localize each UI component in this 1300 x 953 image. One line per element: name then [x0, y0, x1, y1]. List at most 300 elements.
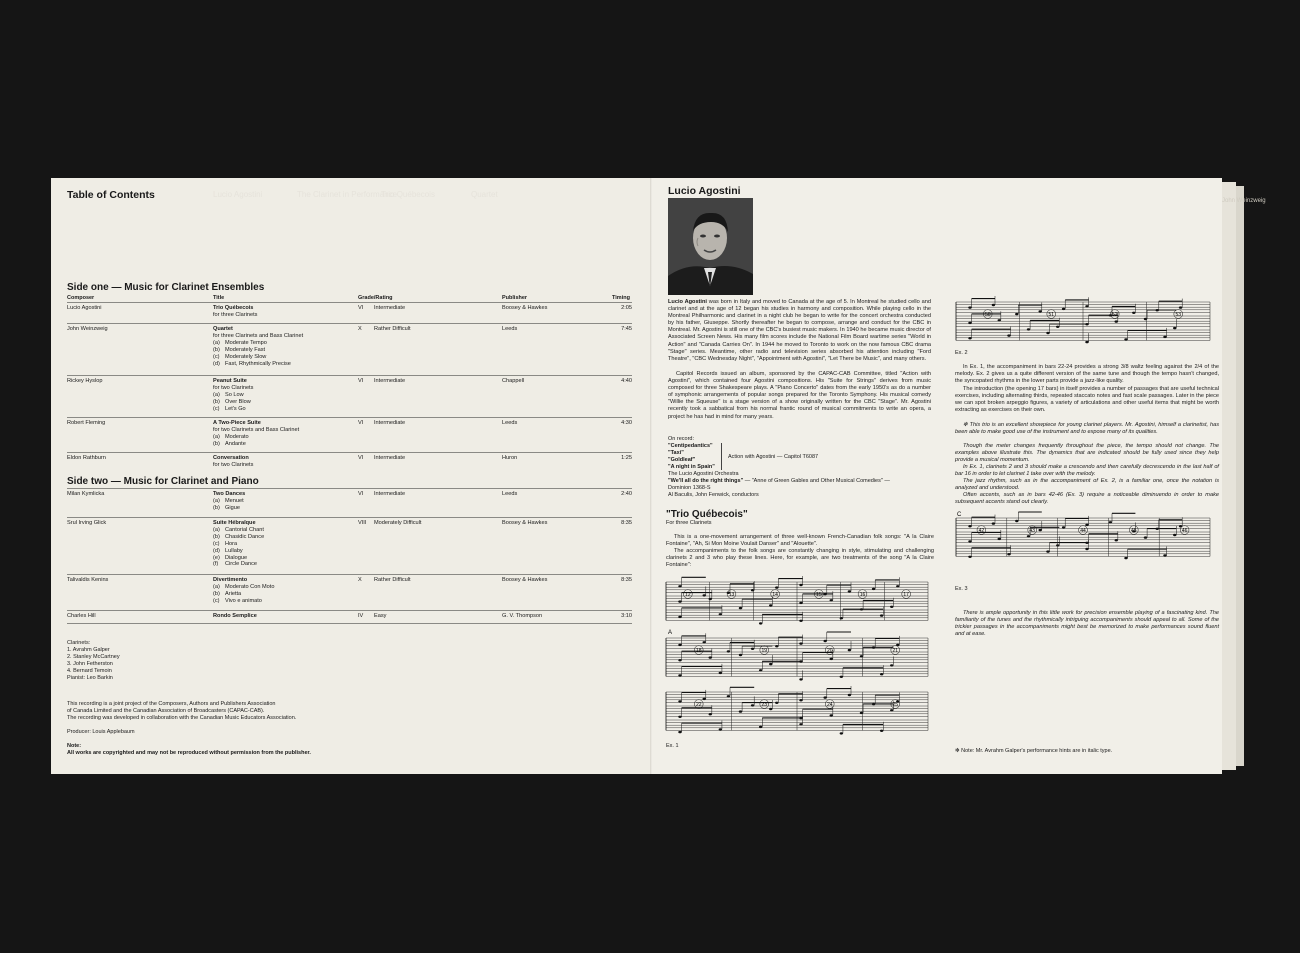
note-head — [1027, 328, 1030, 330]
bar-number: 22 — [695, 701, 702, 708]
publisher-cell: Huron — [502, 455, 518, 461]
record-title: "Centipedantics" — [668, 443, 713, 449]
page-title: Table of Contents — [67, 189, 155, 201]
bar-number: 44 — [1080, 527, 1086, 534]
piece-paragraph: This is a one-movement arrangement of three well-known French-Canadian folk songs: "A la Claire Fontaine", "Ah, Si Mon Moine Voulait Danser" and "Alouette". — [666, 534, 934, 548]
bar-number: 16 — [859, 591, 866, 598]
note-head — [1179, 306, 1182, 308]
note-head — [1062, 308, 1065, 310]
side-one-heading: Side one — Music for Clarinet Ensembles — [67, 282, 265, 293]
instrumentation: for two Clarinets — [213, 461, 254, 468]
record-title: "Goldleaf" — [668, 456, 696, 463]
note-head — [739, 710, 742, 712]
table-rule — [67, 623, 632, 624]
note-head — [799, 699, 802, 701]
composer-portrait — [668, 198, 753, 295]
clarinets-credits — [67, 640, 120, 681]
movement-item — [213, 406, 363, 413]
grade-cell: VI — [358, 455, 364, 461]
col-publisher: Publisher — [502, 295, 528, 301]
note-head — [1056, 326, 1059, 328]
composer-cell: Lucio Agostini — [67, 305, 102, 311]
bar-number: 25 — [892, 701, 899, 708]
movement-name: So Low — [225, 391, 244, 398]
instrumentation: for three Clarinets — [213, 311, 258, 318]
next-page-ghost-title: John Weinzweig — [1222, 198, 1266, 204]
movement-item — [213, 534, 363, 541]
record-bracket — [721, 443, 722, 470]
movement-item — [213, 354, 363, 361]
note-head — [968, 337, 971, 339]
note-head — [709, 713, 712, 715]
bar-number: 20 — [826, 647, 833, 654]
music-example-2 — [952, 296, 1214, 350]
col-composer: Composer — [67, 295, 95, 301]
toc-row — [67, 488, 632, 511]
note-head — [998, 538, 1001, 540]
note-head — [992, 522, 995, 524]
timing-cell: 7:45 — [621, 326, 632, 332]
grade-cell: VI — [358, 420, 364, 426]
col-title: Title — [213, 295, 225, 301]
publisher-cell: Chappell — [502, 378, 525, 384]
movement-letter: (b) — [213, 346, 220, 353]
note-head — [703, 698, 706, 700]
example-label: Ex. 3 — [955, 586, 968, 592]
publisher-cell: Leeds — [502, 420, 518, 426]
bio-text: was born in Italy and moved to Canada at the age of 5. In Montreal he studied cello and clarinet and at the age of 12 began his studies in harmony and composition. While playing cello in the Montreal Philharmonic and clarinet in a night club he began to write for the concert orchestra conducted by his father, Giuseppe. Shortly thereafter he began to compose, arrange and conduct for the CBC in Montreal. Mr. Agostini is still one of the CBC's busiest music makers. In 1940 he became music director of Associated Screen News. His many film scores include the National Film Board wartime series "World in Action" and "Canada Carries On". In 1944 he moved to Toronto to work on the now famous CBC drama "Stage" series. Meantime, other radio and television series absorbed his attention including "Ford Theatre", "CBC Wednesday Night", "Appointment with Agostini", "Let There be Music", and many others. — [668, 299, 931, 362]
performance-hint: Though the meter changes frequently throughout the piece, the tempo should not change. The examples above illustrate this. The dynamics that are indicated should be fully used since they help provide a musical momentum. — [955, 443, 1219, 464]
composer-cell: Milan Kymlicka — [67, 491, 105, 497]
note-head — [1046, 550, 1049, 552]
movement-letter: (d) — [213, 360, 220, 367]
movement-item — [213, 548, 363, 555]
movement-item — [213, 598, 363, 605]
note-head — [1163, 554, 1166, 556]
record-title: "A night in Spain" — [668, 463, 715, 470]
clarinets-label: Clarinets: — [67, 640, 91, 646]
movement-letter: (b) — [213, 398, 220, 405]
movement-letter: (b) — [213, 504, 220, 511]
bar-number: 12 — [685, 591, 691, 598]
bar-number: 50 — [984, 311, 991, 318]
composer-heading: Lucio Agostini — [668, 185, 741, 197]
bio-paragraph — [668, 299, 931, 363]
ghost-title: Quartet — [471, 190, 498, 199]
rating-cell: Intermediate — [374, 420, 406, 426]
movement-letter: (c) — [213, 540, 220, 547]
producer: Producer: Louis Applebaum — [67, 729, 135, 735]
movement-item — [213, 561, 363, 568]
bar-number: 24 — [826, 701, 833, 708]
movement-item — [213, 434, 363, 441]
note-head — [759, 669, 762, 671]
piece-paragraph: The accompaniments to the folk songs are constantly changing in style, stimulating and challenging clarinets 2 and 3 who play these lines. Here, for example, are two treatments of the song "A la Claire Fontaine": — [666, 548, 934, 569]
title-cell — [213, 305, 363, 319]
clarinet-player: 3. John Fetherston — [67, 660, 113, 667]
piece-heading: "Trio Québecois" — [666, 509, 748, 520]
movement-name: Lullaby — [225, 547, 243, 554]
music-example-1 — [662, 576, 934, 746]
note-head — [840, 732, 843, 734]
note-head — [840, 676, 843, 678]
note-head — [1109, 521, 1112, 523]
grade-cell: VI — [358, 491, 364, 497]
note-text: All works are copyrighted and may not be reproduced without permission from the publisher. — [67, 749, 311, 756]
note-head — [1015, 520, 1018, 522]
note-head — [678, 716, 681, 718]
movement-item — [213, 441, 363, 448]
note-head — [830, 658, 833, 660]
movement-letter: (a) — [213, 526, 220, 533]
bar-number: 42 — [978, 527, 985, 534]
piece-title: Suite Hébraïque — [213, 520, 256, 526]
grade-cell: VIII — [358, 520, 367, 526]
movement-item — [213, 361, 363, 368]
project-line: The recording was developed in collaboration with the Canadian Music Educators Association. — [67, 714, 297, 721]
piece-title: Two Dances — [213, 491, 246, 497]
example-label: Ex. 1 — [666, 743, 679, 749]
bio-name: Lucio Agostini — [668, 299, 707, 305]
clarinet-player: 2. Stanley McCartney — [67, 653, 120, 660]
performance-hint: The jazz rhythm, such as in the accompaniment of Ex. 2, is a familiar one, once the notation is analyzed and understood. — [955, 478, 1219, 492]
title-cell — [213, 420, 363, 448]
bar-number: 43 — [1029, 527, 1035, 534]
bar-number: 45 — [1131, 527, 1137, 534]
note-head — [848, 649, 851, 651]
timing-cell: 8:35 — [621, 520, 632, 526]
performance-hint: Often accents, such as in bars 42-46 (Ex. 3) require a noticeable diminuendo in order to make subsequent accents stand out clearly. — [955, 492, 1219, 506]
note-head — [1173, 534, 1176, 536]
bar-number: 52 — [1111, 311, 1118, 318]
note-head — [799, 584, 802, 586]
note-head — [968, 556, 971, 558]
piece-title: Peanut Suite — [213, 378, 247, 384]
rating-cell: Intermediate — [374, 491, 406, 497]
note-head — [1015, 313, 1018, 315]
record-title: "We'll all do the right things" — [668, 478, 744, 484]
bio-paragraph-2: Capitol Records issued an album, sponsored by the CAPAC-CAB Committee, titled "Action with Agostini", which contained four Agostini compositions. His "Suite for Strings" derives from music composed for three Shakespeare plays. A "Piano Concerto" dates from the early 1950's as do a number of symphonic arrangements of popular songs prepared for the Toronto Symphony. His musical comedy "Willie the Squeuse" is a stage version of a show originally written for the CBC "Stage". Mr. Agostini recently took a sabbatical from his normal frantic round of musical commitments to write an opera, a project he has had in mind for many years. — [668, 371, 931, 420]
movement-name: Moderato — [225, 433, 249, 440]
timing-cell: 1:25 — [621, 455, 632, 461]
note-head — [678, 700, 681, 702]
note-head — [1132, 312, 1135, 314]
note-head — [824, 640, 827, 642]
note-head — [1046, 332, 1049, 334]
composer-cell: Talivaldis Kenins — [67, 577, 109, 583]
note-head — [1173, 327, 1176, 329]
note-head — [1124, 338, 1127, 340]
piece-title: Conversation — [213, 455, 249, 461]
movement-letter: (f) — [213, 561, 219, 568]
note-head — [751, 589, 754, 591]
movement-name: Gigue — [225, 504, 240, 511]
note-head — [678, 616, 681, 618]
note-head — [759, 726, 762, 728]
composer-cell: Eldon Rathburn — [67, 455, 106, 461]
ghost-title: Trio Québecois — [381, 190, 435, 199]
instrumentation: for two Clarinets — [213, 384, 254, 391]
note-head — [703, 641, 706, 643]
toc-row — [67, 517, 632, 568]
publisher-cell: Leeds — [502, 326, 518, 332]
toc-row — [67, 375, 632, 412]
note-head — [769, 708, 772, 710]
timing-cell: 8:35 — [621, 577, 632, 583]
note-head — [759, 622, 762, 624]
movement-item — [213, 340, 363, 347]
note-head — [775, 702, 778, 704]
movement-name: Hora — [225, 540, 238, 547]
note-head — [1144, 536, 1147, 538]
grade-cell: X — [358, 577, 362, 583]
analysis-paragraph: The introduction (the opening 17 bars) in itself provides a number of passages that are useful technical exercises, including alternating thirds, repeated staccato notes and fast scale passages. Later in the piece we can spot broken arpeggio figures, a variety of articulations and other useful items that might be worth extracting as exercises on their own. — [955, 386, 1219, 414]
clarinet-player: 4. Bernard Temoin — [67, 667, 112, 674]
note-head — [751, 704, 754, 706]
publisher-cell: Boosey & Hawkes — [502, 305, 548, 311]
rating-cell: Intermediate — [374, 378, 406, 384]
note-head — [678, 731, 681, 733]
bar-number: 46 — [1181, 527, 1188, 534]
movement-name: Let's Go — [225, 405, 246, 412]
rating-cell: Rather Difficult — [374, 326, 411, 332]
instrumentation: for three Clarinets and Bass Clarinet — [213, 332, 304, 339]
note-head — [1039, 310, 1042, 312]
movement-name: Chasidic Dance — [225, 533, 265, 540]
timing-cell: 4:30 — [621, 420, 632, 426]
movement-name: Vivo e animato — [225, 597, 262, 604]
bar-number: 15 — [816, 591, 822, 598]
note-head — [1027, 535, 1030, 537]
movement-letter: (e) — [213, 554, 220, 561]
col-grade: Grade/Rating — [358, 295, 393, 301]
performance-hint: ✻ This trio is an excellent showpiece for young clarinet players. Mr. Agostini, himself a clarinetist, has been able to make good use of the instrument and to expose many of its qualities. — [955, 422, 1219, 436]
note-head — [890, 664, 893, 666]
movement-name: Moderato Con Moto — [225, 583, 275, 590]
orchestra: The Lucio Agostini Orchestra — [668, 471, 739, 477]
page-edge — [1236, 186, 1244, 766]
record-titles — [668, 443, 728, 471]
note-head — [1085, 305, 1088, 307]
movement-item — [213, 541, 363, 548]
movement-item — [213, 498, 363, 505]
note-head — [678, 644, 681, 646]
note-head — [709, 598, 712, 600]
note-head — [799, 642, 802, 644]
note-head — [709, 656, 712, 658]
composer-notes-page — [652, 178, 1222, 774]
record-album: Action with Agostini — Capitol T6087 — [728, 454, 819, 460]
closing-paragraph: There is ample opportunity in this little work for precision ensemble playing of a fascinating kind. The familiarity of the tunes and the rhythmically intriguing accompaniments should appeal to all. Some of the trickier passages in the accompaniments might best be memorized to make performances sound fluent and at ease. — [955, 610, 1219, 638]
grade-cell: VI — [358, 378, 364, 384]
bar-number: 14 — [772, 591, 778, 598]
note-label: Note: — [67, 743, 82, 749]
note-head — [1062, 526, 1065, 528]
movement-letter: (a) — [213, 433, 220, 440]
note-head — [1115, 539, 1118, 541]
piece-title: Trio Québecois — [213, 305, 254, 311]
record-title: "Taxi" — [668, 449, 684, 456]
bar-number: 21 — [892, 647, 899, 654]
note-head — [799, 620, 802, 622]
movement-letter: (a) — [213, 583, 220, 590]
movement-name: Cantorial Chant — [225, 526, 264, 533]
note-head — [678, 674, 681, 676]
movement-item — [213, 399, 363, 406]
project-note — [67, 701, 296, 722]
timing-cell: 2:05 — [621, 305, 632, 311]
title-cell — [213, 378, 363, 413]
grade-cell: VI — [358, 305, 364, 311]
note-head — [968, 525, 971, 527]
note-head — [824, 696, 827, 698]
portrait-image — [668, 198, 753, 295]
rating-cell: Intermediate — [374, 305, 406, 311]
publisher-cell: Leeds — [502, 491, 518, 497]
rehearsal-mark: A — [668, 630, 673, 636]
bar-number: 17 — [903, 591, 909, 598]
piece-title: A Two-Piece Suite — [213, 420, 261, 426]
note-head — [1163, 336, 1166, 338]
note-head — [848, 590, 851, 592]
movement-name: Circle Dance — [225, 561, 258, 568]
movement-letter: (a) — [213, 497, 220, 504]
copyright-note — [67, 743, 311, 757]
note-head — [678, 659, 681, 661]
note-head — [998, 319, 1001, 321]
note-head — [890, 709, 893, 711]
ghost-title: Lucio Agostini — [213, 190, 263, 199]
note-head — [719, 672, 722, 674]
project-line: This recording is a joint project of the Composers, Authors and Publishers Association — [67, 701, 276, 707]
movement-item — [213, 584, 363, 591]
movement-letter: (b) — [213, 533, 220, 540]
pianist: Pianist: Leo Barkin — [67, 674, 113, 681]
composer-cell: Robert Fleming — [67, 420, 106, 426]
note-head — [830, 714, 833, 716]
toc-row — [67, 323, 632, 367]
title-cell — [213, 455, 363, 469]
note-head — [769, 663, 772, 665]
note-head — [848, 694, 851, 696]
record-album: — "Anne of Green Gables and Other Musical Comedies" — — [743, 478, 890, 484]
note-head — [1124, 557, 1127, 559]
movement-item — [213, 347, 363, 354]
note-head — [880, 673, 883, 675]
movement-item — [213, 505, 363, 512]
toc-row — [67, 574, 632, 604]
movement-name: Moderately Slow — [225, 353, 267, 360]
timing-cell: 2:40 — [621, 491, 632, 497]
note-head — [880, 614, 883, 616]
note-head — [678, 600, 681, 602]
movement-item — [213, 392, 363, 399]
note-head — [872, 588, 875, 590]
note-head — [727, 650, 730, 652]
note-head — [840, 617, 843, 619]
publisher-cell: Boosey & Hawkes — [502, 520, 548, 526]
bar-number: 19 — [761, 647, 768, 654]
note-head — [719, 728, 722, 730]
note-head — [799, 602, 802, 604]
title-cell — [213, 520, 363, 568]
movement-item — [213, 555, 363, 562]
note-head — [775, 586, 778, 588]
note-head — [678, 585, 681, 587]
movement-letter: (a) — [213, 391, 220, 398]
movement-name: Menuet — [225, 497, 244, 504]
analysis-paragraph: In Ex. 1, the accompaniment in bars 22-24 provides a strong 3/8 waltz feeling against the 2/4 of the melody. Ex. 2 gives us a quite different version of the same tune and though the tempo hasn't changed, the syncopated rhythms in the lower parts provide a jazz-like quality. — [955, 364, 1219, 385]
toc-row — [67, 452, 632, 468]
grade-cell: X — [358, 326, 362, 332]
title-cell — [213, 491, 363, 512]
note-head — [727, 695, 730, 697]
movement-name: Over Blow — [225, 398, 251, 405]
toc-row — [67, 302, 632, 318]
timing-cell: 4:40 — [621, 378, 632, 384]
note-head — [1115, 320, 1118, 322]
example-label: Ex. 2 — [955, 350, 968, 356]
ghost-title: The Clarinet in Performance — [297, 190, 398, 199]
note-head — [1085, 548, 1088, 550]
note-head — [1007, 334, 1010, 336]
bar-number: 23 — [761, 701, 768, 708]
movement-name: Andante — [225, 440, 246, 447]
note-head — [799, 723, 802, 725]
piece-title: Rondo Semplice — [213, 613, 257, 619]
bar-number: 13 — [728, 591, 735, 598]
note-head — [739, 654, 742, 656]
composer-cell: Charles Hill — [67, 613, 96, 619]
note-head — [703, 594, 706, 596]
movement-name: Arietta — [225, 590, 242, 597]
note-head — [1039, 529, 1042, 531]
title-cell — [213, 613, 363, 620]
composer-cell: John Weinzweig — [67, 326, 108, 332]
publisher-cell: G. V. Thompson — [502, 613, 543, 619]
movement-name: Moderately Fast — [225, 346, 266, 353]
movement-item — [213, 591, 363, 598]
note-head — [751, 648, 754, 650]
movement-letter: (d) — [213, 547, 220, 554]
movement-item — [213, 527, 363, 534]
composer-cell: Srul Irving Glick — [67, 520, 107, 526]
col-timing: Timing — [612, 295, 630, 301]
side-two-heading: Side two — Music for Clarinet and Piano — [67, 476, 259, 487]
note-head — [1085, 341, 1088, 343]
movement-name: Dialogue — [225, 554, 248, 561]
toc-row — [67, 417, 632, 447]
note-head — [799, 678, 802, 680]
publisher-cell: Boosey & Hawkes — [502, 577, 548, 583]
note-head — [1085, 524, 1088, 526]
movement-letter: (c) — [213, 597, 220, 604]
timing-cell: 3:10 — [621, 613, 632, 619]
rating-cell: Easy — [374, 613, 387, 619]
note-head — [830, 599, 833, 601]
movement-letter: (b) — [213, 590, 220, 597]
conductors: Al Baculis, John Fenwick, conductors — [668, 492, 759, 498]
toc-row — [67, 610, 632, 619]
project-line: of Canada Limited and the Canadian Association of Broadcasters (CAPAC-CAB). — [67, 707, 265, 714]
piece-title: Quartet — [213, 326, 233, 332]
movement-name: Moderate Tempo — [225, 339, 267, 346]
movement-letter: (a) — [213, 339, 220, 346]
rehearsal-mark: C — [957, 512, 962, 518]
title-cell — [213, 326, 363, 367]
piece-subtitle: For three Clarinets — [666, 520, 712, 526]
record-line — [668, 478, 938, 485]
